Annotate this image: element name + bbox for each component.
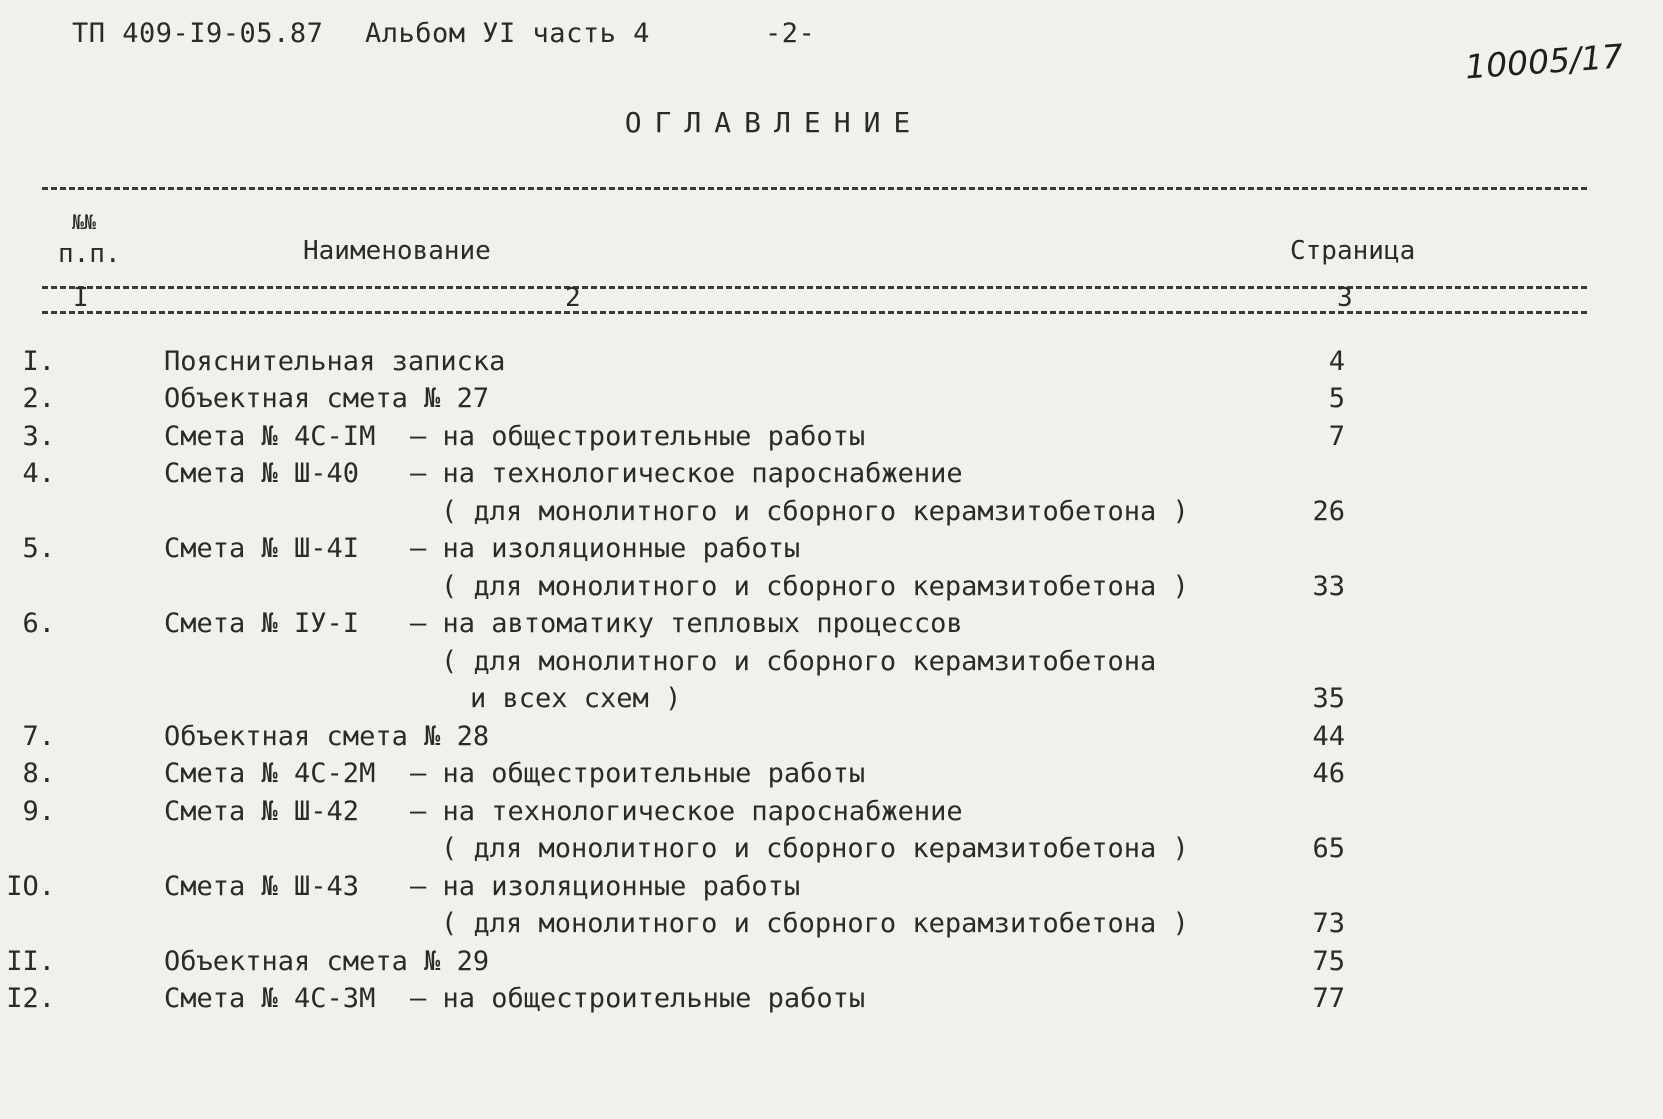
row-name: Пояснительная записка [164, 346, 506, 377]
row-number: 4. [22, 458, 55, 489]
row-number: 5. [22, 533, 55, 564]
row-page: 75 [1312, 946, 1345, 977]
row-page: 26 [1312, 496, 1345, 527]
row-number: I2. [6, 983, 55, 1014]
row-page: 35 [1312, 683, 1345, 714]
row-description: ( для монолитного и сборного керамзитобетона ) [441, 571, 1189, 602]
row-description: – на общестроительные работы [410, 758, 866, 789]
row-number: IO. [6, 871, 55, 902]
row-number: 8. [22, 758, 55, 789]
column-numbers-rule-bottom [42, 311, 1587, 314]
row-description: – на изоляционные работы [410, 871, 801, 902]
row-page: 46 [1312, 758, 1345, 789]
row-name: Смета № 4С-3М [164, 983, 376, 1014]
row-name: Смета № Ш-4I [164, 533, 360, 564]
column-number-header-line1: №№ [72, 210, 97, 234]
row-page: 65 [1312, 833, 1345, 864]
row-page: 5 [1328, 383, 1345, 414]
row-description: – на изоляционные работы [410, 533, 801, 564]
row-name: Смета № 4С-2М [164, 758, 376, 789]
row-number: II. [6, 946, 55, 977]
row-name: Смета № 4С-IМ [164, 421, 376, 452]
column-numbers-rule-top [42, 286, 1587, 289]
column-page-header: Страница [1290, 236, 1416, 266]
row-page: 33 [1312, 571, 1345, 602]
row-page: 73 [1312, 908, 1345, 939]
row-description: ( для монолитного и сборного керамзитобетона ) [441, 833, 1189, 864]
row-number: 3. [22, 421, 55, 452]
row-description: ( для монолитного и сборного керамзитобетона [441, 646, 1157, 677]
row-page: 7 [1328, 421, 1345, 452]
row-description: – на технологическое пароснабжение [410, 458, 963, 489]
row-number: 6. [22, 608, 55, 639]
row-description: ( для монолитного и сборного керамзитобетона ) [441, 908, 1189, 939]
page-title: ОГЛАВЛЕНИЕ [624, 106, 924, 139]
archive-number-handwritten: 10005/17 [1463, 36, 1625, 87]
row-number: 9. [22, 796, 55, 827]
column-index-2: 2 [565, 283, 581, 313]
row-number: 7. [22, 721, 55, 752]
document-code: ТП 409-I9-05.87 [72, 18, 324, 49]
row-number: 2. [22, 383, 55, 414]
table-top-rule [42, 187, 1587, 190]
row-description: ( для монолитного и сборного керамзитобетона ) [441, 496, 1189, 527]
row-page: 77 [1312, 983, 1345, 1014]
row-name: Смета № Ш-40 [164, 458, 360, 489]
row-page: 4 [1328, 346, 1345, 377]
page-number: -2- [765, 18, 816, 49]
column-number-header-line2: п.п. [58, 239, 121, 269]
album-label: Альбом УI часть 4 [365, 18, 650, 49]
row-name: Смета № Ш-42 [164, 796, 360, 827]
row-description: – на общестроительные работы [410, 983, 866, 1014]
row-name: Объектная смета № 28 [164, 721, 490, 752]
row-description: и всех схем ) [470, 683, 682, 714]
row-description: – на общестроительные работы [410, 421, 866, 452]
row-number: I. [22, 346, 55, 377]
row-name: Смета № Ш-43 [164, 871, 360, 902]
row-description: – на автоматику тепловых процессов [410, 608, 963, 639]
row-page: 44 [1312, 721, 1345, 752]
column-index-1: I [73, 283, 89, 313]
column-index-3: 3 [1337, 283, 1353, 313]
row-description: – на технологическое пароснабжение [410, 796, 963, 827]
row-name: Объектная смета № 29 [164, 946, 490, 977]
row-name: Смета № IУ-I [164, 608, 360, 639]
row-name: Объектная смета № 27 [164, 383, 490, 414]
column-name-header: Наименование [303, 236, 491, 266]
